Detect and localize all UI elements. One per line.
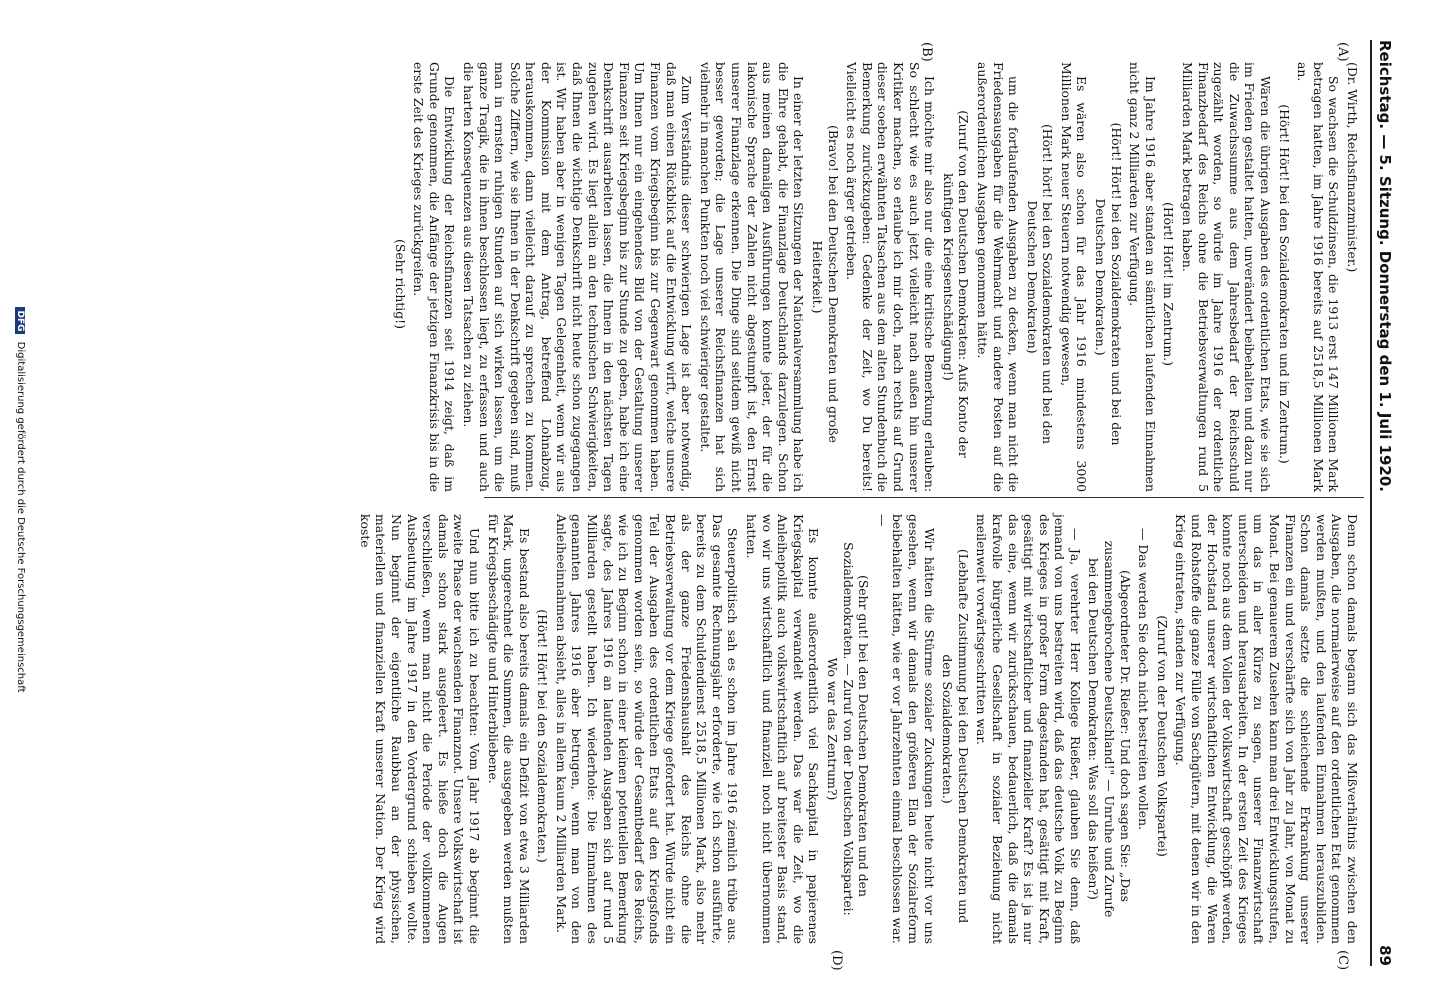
paragraph: Die Entwicklung der Reichsfinanzen seit 1914 zeigt, daß im Grunde genommen, die Anfänge der jetzigen Finanzkrisis bis in die erste Zeit des Krieges zurückgreifen. [411,62,458,492]
paragraph: — Ja, verehrter Herr Kollege Rießer, glauben Sie denn, daß jemand von uns bestreiten wird, daß das deutsche Volk zu Beginn des Krieges in großer Form dagestanden hat, gesättigt mit Kraft, gesättigt mit wirtschaftlicher und finanzieller Kraft? Es ist ja nur das eine, wenn wir zurückschauen, bedauerlich, daß die damals krafvolle bürgerliche Gesellschaft in sozialer Beziehung nicht meilenweit vorwärtsgeschritten war. [974,514,1083,944]
margin-marker-b: (B) [919,42,934,62]
page-header [1370,40,1398,966]
page-number: 89 [1376,945,1394,966]
margin-marker-c: (C) [1335,950,1350,971]
paragraph: Wären die übrigen Ausgaben des ordentlichen Etats, wie sie sich im Frieden gestaltet hatten, unverändert beibehalten und dazu nur die Zuwachssumme aus dem Jahresbedarf der Reichsschuld zugezählt worden, so würde im Jahre 1916 der ordentliche Finanzbedarf des Reichs ohne die Betriebsverwaltungen rund 5 Milliarden Mark betragen haben. [1180,62,1274,492]
interjection: (Sehr gut! bei den Deutschen Demokraten und den Sozialdemokraten. — Zuruf von der Deutschen Volkspartei: Wo war das Zentrum?) [825,542,872,916]
interjection: (Zuruf von den Deutschen Demokraten: Aufs Konto der künftigen Kriegsentschädigung!) [940,110,972,458]
interjection: (Sehr richtig!) [392,239,408,329]
margin-marker-d: (D) [829,950,844,971]
paragraph: So wachsen die Schuldzinsen, die 1913 erst 147 Millionen Mark betragen hatten, im Jahre 1916 bereits auf 2518,5 Millionen Mark an. [1295,62,1342,492]
interjection: (Lebhafte Zustimmung bei den Deutschen Demokraten und den Sozialdemokraten.) [940,548,971,924]
interjection: (Abgeordneter Dr. Rießer: Und doch sagen Sie: „Das zusammengebrochene Deutschland!" — Unruhe und Zurufe bei den Deutschen Demokraten: Was soll das heißen?) [1086,540,1133,918]
interjection: (Hört! Hört! bei den Sozialdemokraten und im Zentrum.) [1276,104,1292,464]
paragraph: Im Jahre 1916 aber standen an sämtlichen laufenden Einnahmen nicht ganz 2 Milliarden zur Verfügung. [1127,62,1158,492]
right-column [354,514,1360,944]
funding-note: Digitalisierung gefördert durch die Deutsche Forschungsgemeinschaft [15,341,26,693]
column-divider [484,497,1364,498]
interjection: (Hört! hört! bei den Sozialdemokraten und bei den Deutschen Demokraten) [1024,123,1056,445]
paragraph: Denn schon damals begann sich das Mißverhältnis zwischen den Ausgaben, die normalerweise auf den ordentlichen Etat genommen werden mußten, und den laufenden Einnahmen herauszubilden. Schon damals setzte die schleichende Erkrankung unserer Finanzen ein und verschärfte sich von Jahr zu Jahr, von Monat zu Monat. Bei genauerem Zusehen kann man drei Entwicklungsstufen, um das in aller Kürze zu sagen, unserer Finanzwirtschaft unterscheiden und herausarbeiten. In der ersten Zeit des Krieges konnte noch aus dem Vollen der Volkswirtschaft geschöpft werden, der Hochstand unserer wirtschaftlichen Entwicklung, die Waren und Rohstoffe die ganze Fülle von Sachgütern, mit denen wir in den Krieg eintraten, standen zur Verfügung. [1173,514,1360,944]
paragraph: Es konnte außerordentlich viel Sachkapital in papierenes Kriegskapital verwandelt werden. Das war die Zeit, wo die Anleihepolitik auch volkswirtschaftlich auf breitester Basis stand, wo wir uns wirtschaftlich und finanziell noch nicht übernommen hatten. [744,514,822,944]
interjection: (Hört! Hört! im Zentrum.) [1161,202,1177,366]
paragraph: — Das werden Sie doch nicht bestreiten wollen. [1136,528,1152,831]
paragraph: Es bestand also bereits damals ein Defizit von etwa 3 Milliarden Mark, ungerechnet die Summen, die ausgegeben werden mußten für Kriegsbeschädigte und Hinterbliebene. [485,514,532,944]
interjection: (Hört! Hört! bei den Sozialdemokraten und bei den Deutschen Demokraten.) [1093,122,1124,446]
paragraph: Steuerpolitisch sah es schon im Jahre 1916 ziemlich trübe aus. Das gesamte Rechnungsjahr erforderte, wie ich schon ausführte, bereits zu dem Schuldendienst 2518,5 Millionen Mark, also mehr als der ganze Friedenshaushalt des Reichs ohne die Betriebsverwaltung vor dem Kriege gefordert hat. Würde nicht ein Teil der Ausgaben des ordentlichen Etats auf den Kriegsfonds genommen worden sein, so würde der Gesamtbedarf des Reichs, wie ich zu Beginn schon in einer kleinen potentiellen Bemerkung sagte, des Jahres 1916 an laufenden Ausgaben sich auf rund 5 Milliarden gestellt haben. Ich wiederhole: Die Einnahmen des genannten Jahres 1916 aber betrugen, wenn man von den Anleiheeinnahmen absieht, alles in allem kaum 2 Milliarden Mark. [553,514,741,944]
paragraph: In einer der letzten Sitzungen der Nationalversammlung habe ich die Ehre gehabt, die Finanzlage Deutschlands darzulegen. Schon aus meinen damaligen Ausführungen konnte jeder, der für die lakonische Sprache der Zahlen nicht abgestumpft ist, den Ernst unserer Finanzlage erkennen. Die Dinge sind seitdem gewiß nicht besser geworden; die Lage unserer Reichsfinanzen hat sich vielmehr in manchen Punkten noch viel schwieriger gestaltet. [697,62,807,492]
interjection: (Hört! Hört! bei den Sozialdemokraten.) [535,609,551,863]
paragraph: Wir hätten die Stürme sozialer Zuckungen heute nicht vor uns gesehen, wenn wir damals den größeren Elan der Sozialreform beibehalten hätten, wie er vor Jahrzehnten einmal beschlossen war. — [874,514,937,944]
funding-footer [15,0,26,1000]
speaker-label: (Dr. Wirth, Reichsfinanzminister.) [1345,62,1360,273]
margin-marker-a: (A) [1335,42,1350,62]
paragraph: Es wären also schon für das Jahr 1916 mindestens 3000 Millionen Mark neuer Steuern notwendig gewesen, [1058,62,1090,492]
dfg-logo-icon: DFG [15,307,25,334]
left-column [389,62,1360,492]
paragraph: Ich möchte mir also nur die eine kritische Bemerkung erlauben: So schlecht wie es auch jetzt vielleicht nach außen hin unserer Kritiker machen, so erlaube ich mir doch, nach rechts auf Grund dieser soeben erwähnten Tatsachen aus dem alten Stundenbuch die Bemerkung zurückzugeben: Gedenke der Zeit, wo Du bereits! Vielleicht es noch ärger getrieben. [844,62,938,492]
interjection: (Zuruf von der Deutschen Volkspartei) [1154,615,1170,857]
paragraph: Zum Verständnis dieser schwierigen Lage ist aber notwendig, daß man einen Rückblick auf die Entwicklung wirft, welche unsere Finanzen vom Kriegsbeginn bis zur Gegenwart genommen haben. Um Ihnen nur ein eingehendes Bild von der Gestaltung unserer Finanzen seit Kriegsbeginn bis zur Stunde zu geben, habe ich eine Denkschrift ausarbeiten lassen, die Ihnen in den nächsten Tagen zugehen wird. Es liegt allein an den technischen Schwierigkeiten, daß Ihnen die wichtige Denkschrift nicht heute schon zugegangen ist. Wir haben aber in wenigen Tagen Gelegenheit, wenn wir aus der Kommission mit dem Antrag, betreffend Lohnabzug, herauskommen, dann vielleicht darauf zu sprechen zu kommen. Solche Ziffern, wie sie Ihnen in der Denkschrift gegeben sind, muß man in ernsten ruhigen Stunden auf sich wirken lassen, um die ganze Tragik, die in ihnen beschlossen liegt, zu erfassen und auch die harten Konsequenzen aus diesen Tatsachen zu ziehen. [460,62,695,492]
paragraph: Und nun bitte ich zu beachten: Vom Jahr 1917 ab beginnt die zweite Phase der wachsenden Finanznot. Unsere Volkswirtschaft ist damals schon stark ausgeleert. Es hieße doch die Augen verschließen, wenn man nicht die Periode der vollkommenen Ausbeutung im Jahre 1917 in den Vordergrund schieben wollte. Nun beginnt der eigentliche Raubbau an der physischen, materiellen und finanziellen Kraft unserer Nation. Der Krieg wird koste [357,514,482,944]
header-title: Reichstag. — 5. Sitzung. Donnerstag den 1. Juli 1920. [1376,40,1394,492]
interjection: (Bravo! bei den Deutschen Demokraten und große Heiterkeit.) [810,124,841,443]
paragraph: um die fortlaufenden Ausgaben zu decken, wenn man nicht die Friedensausgaben für die Wehrmacht und andere Posten auf die außerordentlichen Ausgaben genommen hätte. [974,62,1022,492]
